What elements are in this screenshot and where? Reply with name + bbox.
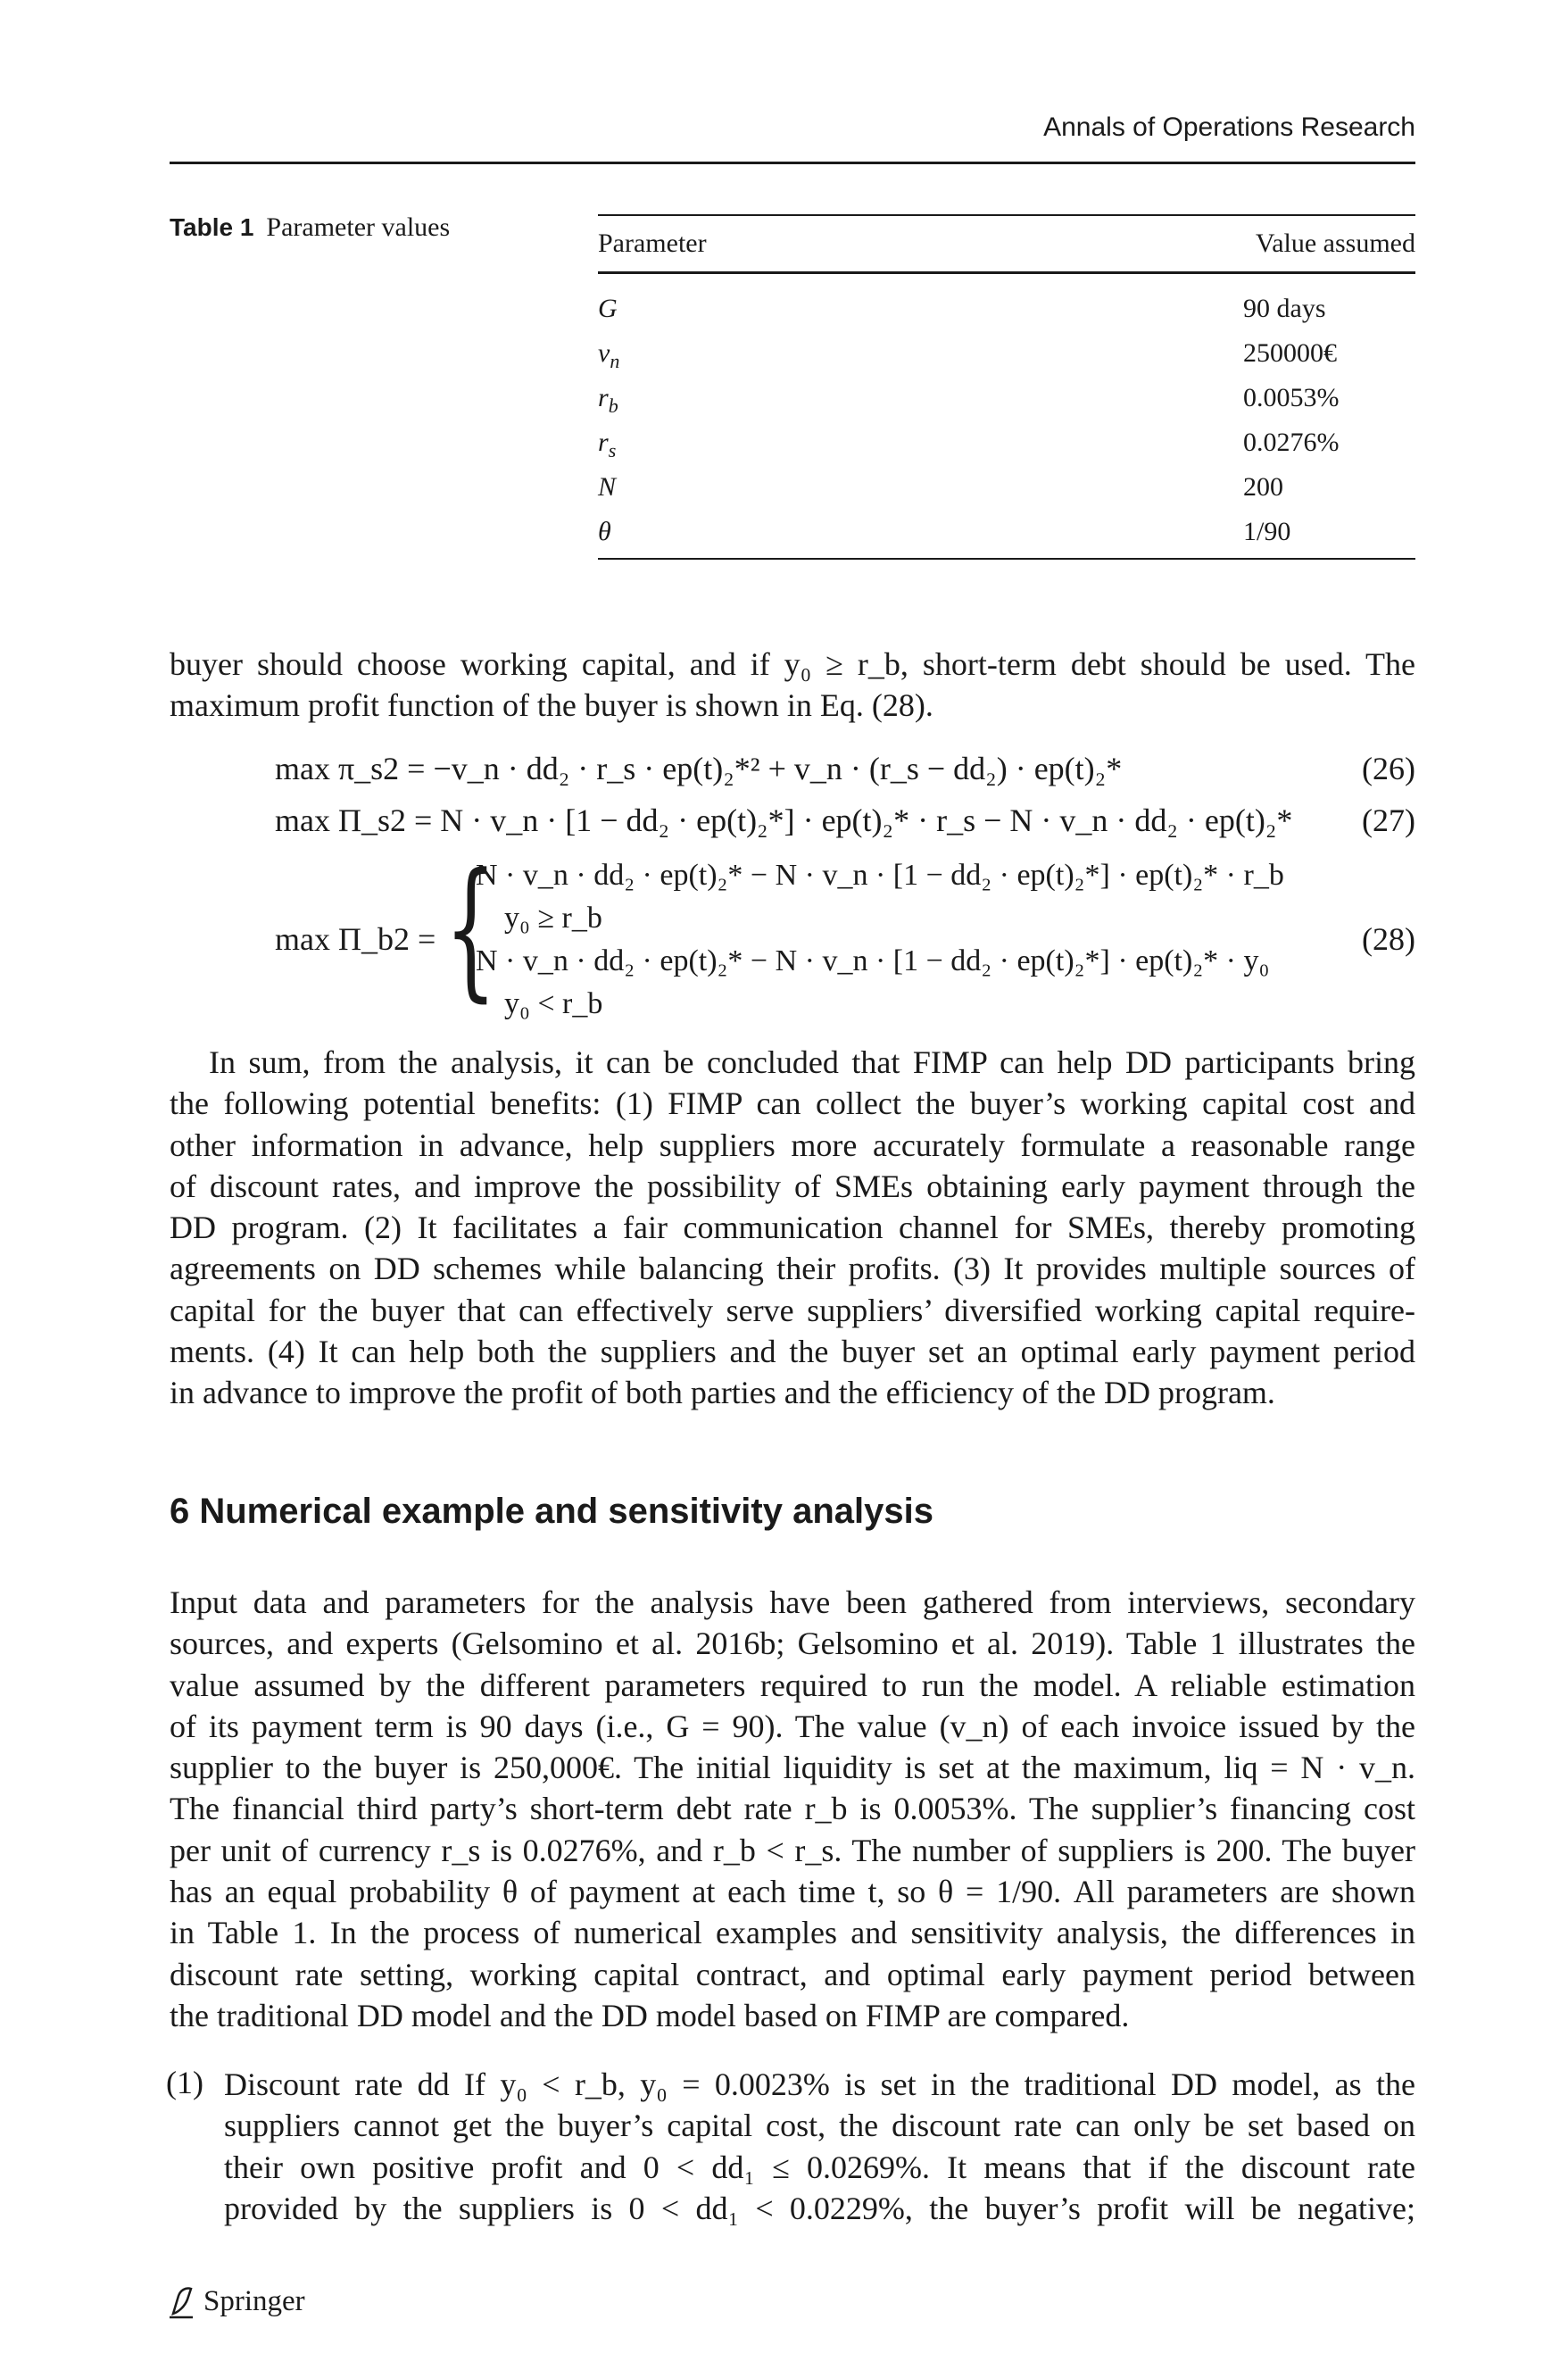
text-line: in advance to improve the profit of both parties and the efficiency of the DD program. — [170, 1375, 1275, 1411]
table-row — [598, 461, 1415, 506]
param-cell: θ — [598, 517, 611, 546]
text-line: Discount rate dd If y₀ < r_b, y₀ = 0.0023% is set in the traditional DD model, as the — [224, 2066, 1415, 2102]
list-number: (1) — [166, 2065, 203, 2100]
table-bottom-rule — [598, 558, 1415, 560]
table-row — [598, 328, 1415, 372]
col-value: Value assumed — [1255, 229, 1415, 258]
equation-28-condition-1: y₀ ≥ r_b — [504, 902, 602, 935]
table-row — [598, 283, 1415, 328]
springer-logo-icon — [166, 2283, 196, 2319]
text-line: their own positive profit and 0 < dd₁ ≤ 0.0269%. It means that if the discount rate — [224, 2149, 1415, 2185]
value-cell: 1/90 — [1243, 517, 1291, 546]
equation-number-26: (26) — [1362, 751, 1415, 786]
param-cell: $r_s$ — [598, 428, 617, 461]
table-caption-text: Parameter values — [266, 212, 451, 242]
header-rule — [170, 162, 1415, 164]
table-caption — [170, 212, 450, 243]
text-line: suppliers cannot get the buyer’s capital cost, the discount rate can only be set based on — [224, 2108, 1415, 2144]
text-line: of discount rates, and improve the possibility of SMEs obtaining early payment through the — [170, 1168, 1415, 1204]
text-line: agreements on DD schemes while balancing their profits. (3) It provides multiple sources of — [170, 1251, 1415, 1287]
text-line: sources, and experts (Gelsomino et al. 2016b; Gelsomino et al. 2019). Table 1 illustrates the — [170, 1626, 1415, 1662]
text-line: The financial third party’s short-term debt rate r_b is 0.0053%. The supplier’s financing cost — [170, 1791, 1415, 1827]
text-line: maximum profit function of the buyer is shown in Eq. (28). — [170, 687, 933, 724]
value-cell: 0.0276% — [1243, 428, 1340, 457]
table-row — [598, 417, 1415, 461]
table-header-row — [598, 216, 1415, 271]
text-line: In sum, from the analysis, it can be concluded that FIMP can help DD participants bring — [209, 1044, 1415, 1080]
param-cell: $r_b$ — [598, 383, 618, 417]
equation-26: max π_s2 = −v_n · dd₂ · r_s · ep(t)₂*² + v_n · (r_s − dd₂) · ep(t)₂* — [275, 751, 1123, 786]
text-line: Input data and parameters for the analysis have been gathered from interviews, secondary — [170, 1584, 1415, 1620]
text-line: supplier to the buyer is 250,000€. The initial liquidity is set at the maximum, liq = N · v_n. — [170, 1750, 1415, 1786]
equation-28-case-1: N · v_n · dd₂ · ep(t)₂* − N · v_n · [1 − dd₂ · ep(t)₂*] · ep(t)₂* · r_b — [476, 859, 1284, 892]
equation-number-28: (28) — [1362, 921, 1415, 957]
equation-28-lhs: max Π_b2 = — [275, 921, 436, 957]
equation-28-case-2: N · v_n · dd₂ · ep(t)₂* − N · v_n · [1 − dd₂ · ep(t)₂*] · ep(t)₂* · y₀ — [476, 944, 1270, 977]
paragraph-input-data — [170, 1582, 1415, 2036]
equation-27: max Π_s2 = N · v_n · [1 − dd₂ · ep(t)₂*] · ep(t)₂* · r_s − N · v_n · dd₂ · ep(t)₂* — [275, 802, 1293, 838]
value-cell: 200 — [1243, 472, 1283, 502]
value-cell: 250000€ — [1243, 338, 1337, 368]
parameter-table — [598, 214, 1415, 560]
text-line: per unit of currency r_s is 0.0276%, and r_b < r_s. The number of suppliers is 200. The buyer — [170, 1832, 1415, 1868]
text-line: the following potential benefits: (1) FIMP can collect the buyer’s working capital cost and — [170, 1085, 1415, 1122]
paragraph-buyer-choice — [170, 644, 1415, 727]
text-line: has an equal probability θ of payment at each time t, so θ = 1/90. All parameters are shown — [170, 1874, 1415, 1910]
text-line: provided by the suppliers is 0 < dd₁ < 0.0229%, the buyer’s profit will be negative; — [224, 2190, 1415, 2226]
param-cell: G — [598, 294, 618, 323]
publisher-name: Springer — [203, 2284, 305, 2317]
list-item-discount-rate — [224, 2064, 1415, 2229]
param-cell: N — [598, 472, 617, 502]
journal-name: Annals of Operations Research — [1043, 112, 1415, 142]
table-row — [598, 506, 1415, 551]
equation-28-brace: { — [444, 841, 497, 1016]
col-parameter: Parameter — [598, 229, 707, 258]
section-heading: 6 Numerical example and sensitivity analysis — [170, 1492, 933, 1531]
value-cell: 0.0053% — [1243, 383, 1340, 412]
equation-number-27: (27) — [1362, 802, 1415, 838]
table-body — [598, 274, 1415, 558]
text-line: discount rate setting, working capital contract, and optimal early payment period between — [170, 1956, 1415, 1992]
param-cell: $v_n$ — [598, 338, 620, 372]
paragraph-benefits — [170, 1042, 1415, 1414]
text-line: ments. (4) It can help both the suppliers and the buyer set an optimal early payment period — [170, 1334, 1415, 1370]
value-cell: 90 days — [1243, 294, 1326, 323]
text-line: DD program. (2) It facilitates a fair communication channel for SMEs, thereby promoting — [170, 1210, 1415, 1246]
text-line: buyer should choose working capital, and if y₀ ≥ r_b, short-term debt should be used. The — [170, 646, 1415, 682]
text-line: other information in advance, help suppliers more accurately formulate a reasonable range — [170, 1127, 1415, 1163]
equation-28-condition-2: y₀ < r_b — [504, 987, 603, 1020]
publisher-footer — [166, 2283, 305, 2319]
table-row — [598, 372, 1415, 417]
text-line: capital for the buyer that can effectively serve suppliers’ diversified working capital require- — [170, 1292, 1415, 1328]
table-label: Table 1 — [170, 213, 254, 241]
text-line: the traditional DD model and the DD model based on FIMP are compared. — [170, 1997, 1130, 2033]
text-line: value assumed by the different parameters required to run the model. A reliable estimation — [170, 1667, 1415, 1703]
text-line: in Table 1. In the process of numerical examples and sensitivity analysis, the differences in — [170, 1915, 1415, 1951]
text-line: of its payment term is 90 days (i.e., G = 90). The value (v_n) of each invoice issued by the — [170, 1708, 1415, 1744]
